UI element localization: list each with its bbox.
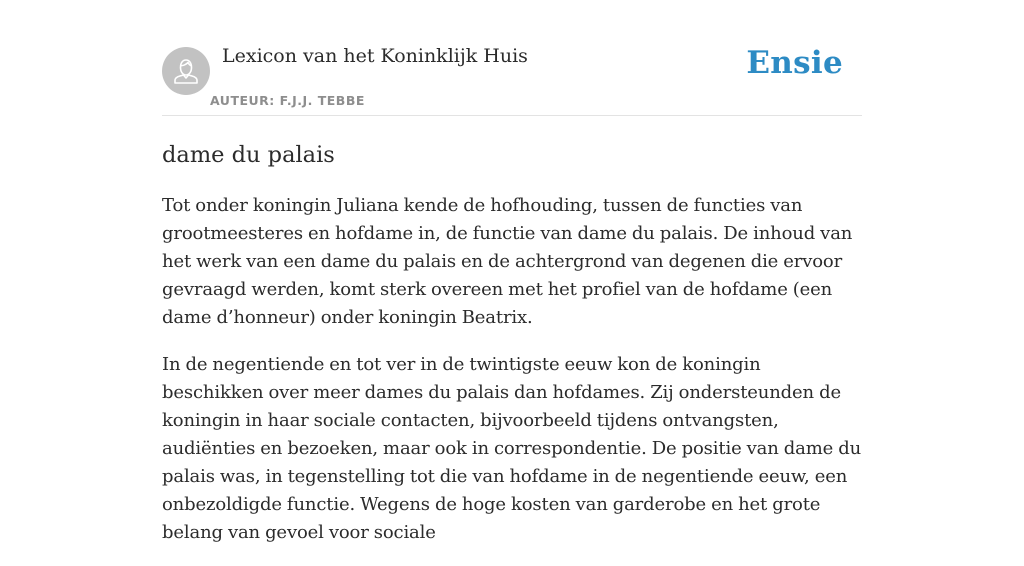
article-paragraph: In de negentiende en tot ver in de twintigste eeuw kon de koningin beschikken over meer dames du palais dan hofdames. Zij ondersteunden de koningin in haar sociale contacten, bijvoorbeeld tijdens ontvangsten, audiënties en bezoeken, maar ook in correspondentie. De positie van dame du palais was, in tegenstelling tot die van hofdame in de negentiende eeuw, een onbezoldigde functie. Wegens de hoge kosten van garderobe en het grote belang van gevoel voor sociale <box>162 354 862 543</box>
book-title-link[interactable]: Lexicon van het Koninklijk Huis <box>222 45 528 67</box>
entry-title: dame du palais <box>162 142 335 168</box>
header <box>162 0 862 116</box>
author-line: AUTEUR: F.J.J. TEBBE <box>210 93 365 108</box>
ensie-logo[interactable]: Ensie <box>746 45 843 81</box>
article-body <box>162 192 862 547</box>
article-paragraph: Tot onder koningin Juliana kende de hofhouding, tussen de functies van grootmeesteres en hofdame in, de functie van dame du palais. De inhoud van het werk van een dame du palais en de achtergrond van degenen die ervoor gevraagd werden, komt sterk overeen met het profiel van de hofdame (een dame d’honneur) onder koningin Beatrix. <box>162 195 853 328</box>
content-column <box>162 0 862 566</box>
user-icon <box>162 47 210 95</box>
